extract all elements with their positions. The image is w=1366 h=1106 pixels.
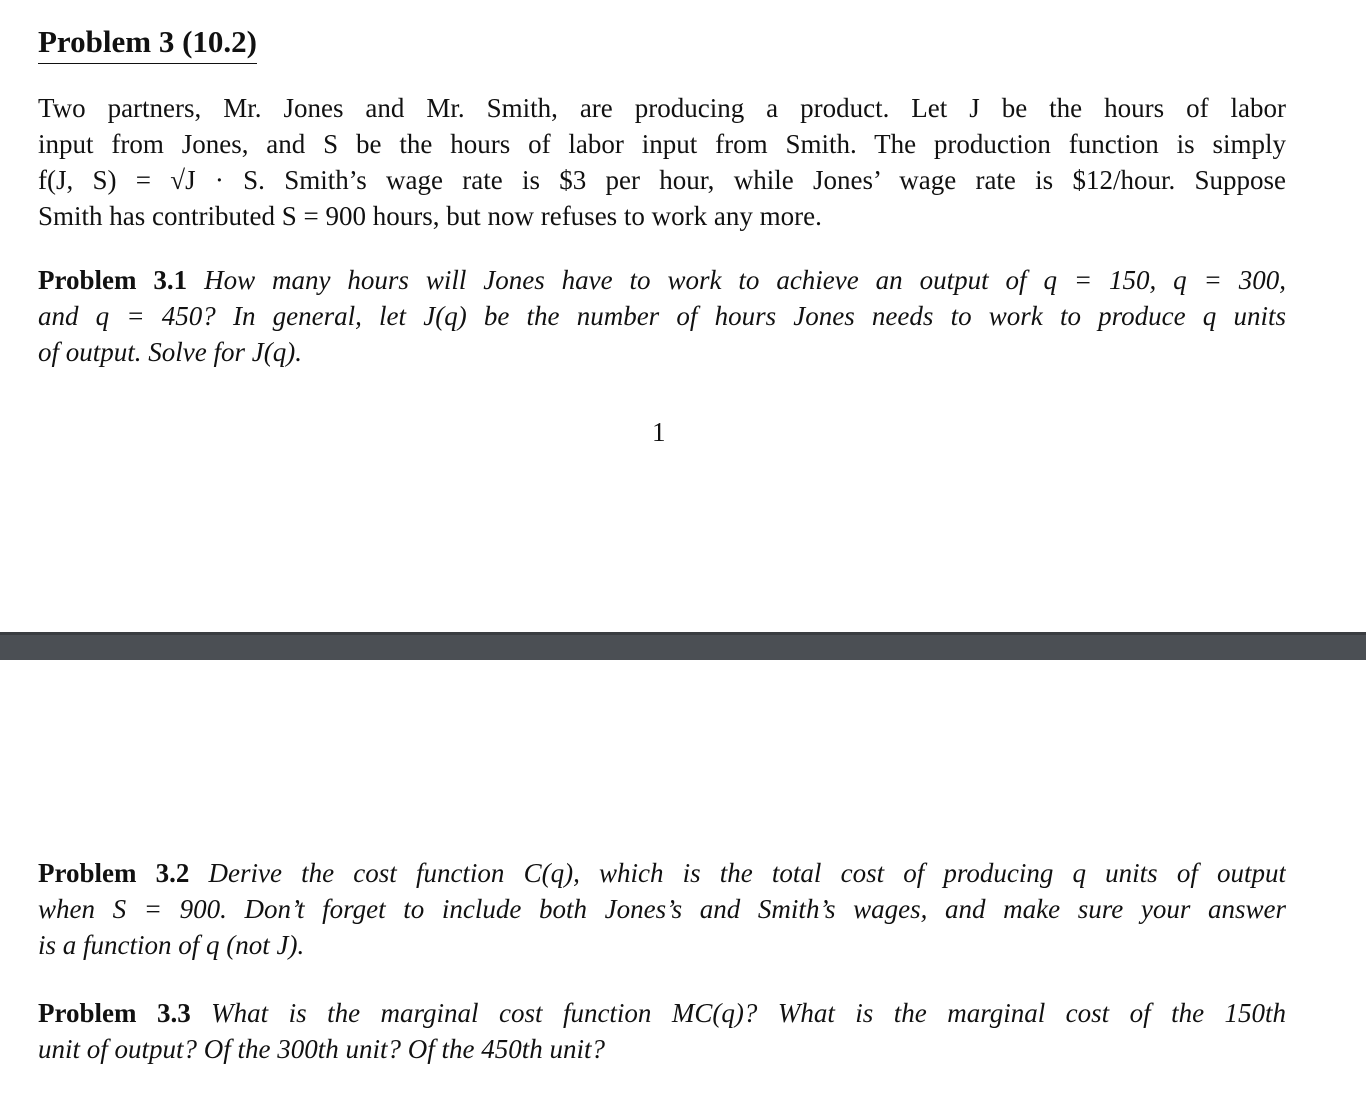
- page-separator: [0, 632, 1366, 660]
- text-line: Smith has contributed S = 900 hours, but now refuses to work any more.: [38, 201, 822, 231]
- problem-label: Problem 3.3: [38, 998, 191, 1028]
- text-line: when S = 900. Don’t forget to include both Jones’s and Smith’s wages, and make sure your answer: [38, 894, 1286, 924]
- problem-3-3: [38, 995, 1286, 1067]
- text-line: [38, 995, 1286, 1031]
- text-line: unit of output? Of the 300th unit? Of the 450th unit?: [38, 1034, 605, 1064]
- problem-text: How many hours will Jones have to work to achieve an output of q = 150, q = 300,: [204, 265, 1286, 295]
- problem-3-1: [38, 262, 1286, 370]
- text-line: f(J, S) = √J · S. Smith’s wage rate is $3 per hour, while Jones’ wage rate is $12/hour. Suppose: [38, 165, 1286, 195]
- page-number: 1: [652, 417, 666, 447]
- text-line: is a function of q (not J).: [38, 930, 305, 960]
- problem-heading: Problem 3 (10.2): [38, 22, 257, 64]
- text-line: and q = 450? In general, let J(q) be the number of hours Jones needs to work to produce q units: [38, 301, 1286, 331]
- problem-label: Problem 3.2: [38, 858, 190, 888]
- intro-paragraph: [38, 90, 1286, 234]
- document-page-2: [0, 660, 1366, 1106]
- separator-edge: [0, 632, 1366, 635]
- problem-text: What is the marginal cost function MC(q)? What is the marginal cost of the 150th: [211, 998, 1286, 1028]
- text-line: of output. Solve for J(q).: [38, 337, 302, 367]
- problem-label: Problem 3.1: [38, 265, 188, 295]
- problem-text: Derive the cost function C(q), which is the total cost of producing q units of output: [208, 858, 1286, 888]
- text-line: [38, 855, 1286, 891]
- text-line: [38, 262, 1286, 298]
- problem-3-2: [38, 855, 1286, 963]
- text-line: Two partners, Mr. Jones and Mr. Smith, are producing a product. Let J be the hours of labor: [38, 93, 1286, 123]
- text-line: input from Jones, and S be the hours of labor input from Smith. The production function is simply: [38, 129, 1286, 159]
